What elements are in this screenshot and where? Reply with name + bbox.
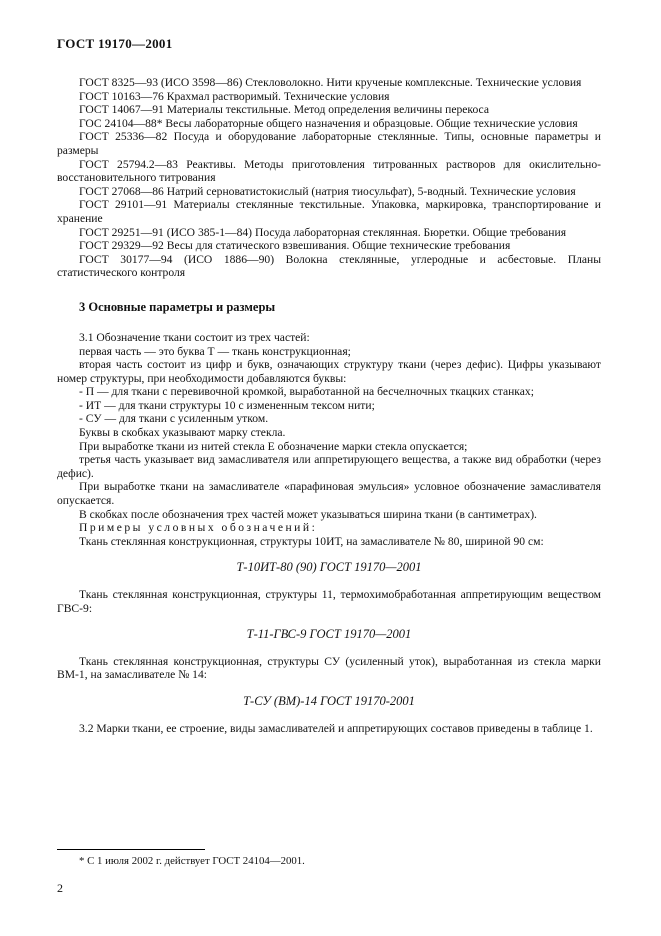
reference-item: ГОСТ 10163—76 Крахмал растворимый. Технические условия: [79, 89, 390, 103]
paragraph: Ткань стеклянная конструкционная, структуры 11, термохимобработанная аппретирующим веществом ГВС-9:: [57, 588, 601, 615]
reference-item: ГОСТ 29101—91 Материалы стеклянные текстильные. Упаковка, маркировка, транспортирование и хранение: [57, 198, 601, 225]
list-item: - СУ — для ткани с усиленным утком.: [79, 412, 269, 426]
reference-item: ГОС 24104—88* Весы лабораторные общего назначения и образцовые. Общие технические условия: [79, 116, 578, 130]
paragraph: третья часть указывает вид замасливателя или аппретирующего вещества, а также вид обработки (через дефис).: [57, 453, 601, 480]
designation-example: Т-10ИТ-80 (90) ГОСТ 19170—2001: [236, 560, 422, 575]
reference-item: ГОСТ 29329—92 Весы для статического взвешивания. Общие технические требования: [79, 239, 511, 253]
reference-item: ГОСТ 30177—94 (ИСО 1886—90) Волокна стеклянные, углеродные и асбестовые. Планы статистического контроля: [57, 252, 601, 280]
section-heading: 3 Основные параметры и размеры: [79, 299, 276, 314]
document-code: ГОСТ 19170—2001: [57, 36, 173, 51]
reference-item: ГОСТ 29251—91 (ИСО 385-1—84) Посуда лабораторная стеклянная. Бюретки. Общие требования: [79, 225, 567, 239]
section-body: [57, 331, 601, 735]
list-item: - ИТ — для ткани структуры 10 с измененным тексом нити;: [79, 398, 375, 412]
paragraph: В скобках после обозначения трех частей может указываться ширина ткани (в сантиметрах).: [79, 507, 537, 521]
reference-item: ГОСТ 27068—86 Натрий серноватистокислый (натрия тиосульфат), 5-водный. Технические условия: [79, 184, 576, 198]
paragraph: При выработке ткани на замасливателе «парафиновая эмульсия» условное обозначение замасливателя опускается.: [57, 480, 601, 508]
footnote: * С 1 июля 2002 г. действует ГОСТ 24104—2001.: [79, 855, 305, 868]
paragraph: 3.2 Марки ткани, ее строение, виды замасливателей и аппретирующих составов приведены в таблице 1.: [79, 721, 593, 735]
paragraph: Ткань стеклянная конструкционная, структуры СУ (усиленный уток), выработанная из стекла марки ВМ-1, на замасливателе № 14:: [57, 654, 601, 682]
page-footer: [57, 849, 601, 896]
designation-example: Т-СУ (ВМ)-14 ГОСТ 19170-2001: [243, 693, 415, 708]
paragraph: Буквы в скобках указывают марку стекла.: [79, 426, 286, 440]
list-item: - П — для ткани с перевивочной кромкой, выработанной на бесчелночных ткацких станках;: [79, 385, 534, 399]
footnote-divider: [57, 849, 205, 850]
references-section: [57, 76, 601, 280]
paragraph: При выработке ткани из нитей стекла Е обозначение марки стекла опускается;: [79, 439, 468, 453]
examples-caption: Примеры условных обозначений:: [79, 521, 318, 535]
paragraph: первая часть — это буква Т — ткань конструкционная;: [79, 344, 351, 358]
reference-item: ГОСТ 14067—91 Материалы текстильные. Метод определения величины перекоса: [79, 103, 489, 117]
reference-item: ГОСТ 25794.2—83 Реактивы. Методы приготовления титрованных растворов для окислительно-восстановительного титрования: [57, 157, 601, 185]
reference-item: ГОСТ 25336—82 Посуда и оборудование лабораторные стеклянные. Типы, основные параметры и размеры: [57, 130, 601, 157]
page-number: 2: [57, 881, 63, 895]
paragraph: Ткань стеклянная конструкционная, структуры 10ИТ, на замасливателе № 80, шириной 90 см:: [79, 534, 544, 548]
paragraph: вторая часть состоит из цифр и букв, означающих структуру ткани (через дефис). Цифры указывают номер структуры, при необходимости добавляются буквы:: [57, 358, 601, 385]
designation-example: Т-11-ГВС-9 ГОСТ 19170—2001: [246, 627, 412, 642]
paragraph: 3.1 Обозначение ткани состоит из трех частей:: [79, 330, 310, 344]
reference-item: ГОСТ 8325—93 (ИСО 3598—86) Стекловолокно. Нити крученые комплексные. Технические условия: [79, 76, 582, 89]
